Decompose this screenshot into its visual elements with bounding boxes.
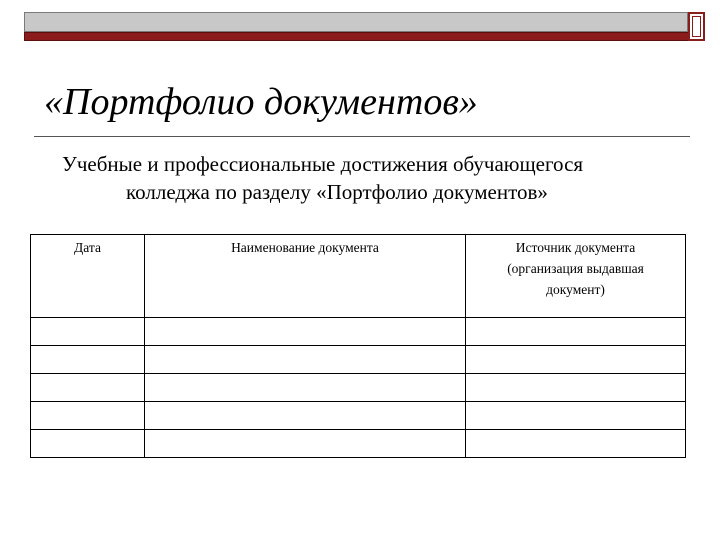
table-cell-date[interactable]	[31, 318, 145, 346]
table-cell-name[interactable]	[145, 402, 466, 430]
table-row	[31, 430, 686, 458]
table-cell-source[interactable]	[466, 430, 686, 458]
table-cell-source[interactable]	[466, 374, 686, 402]
header-corner-square-inner	[692, 16, 701, 37]
table-row	[31, 318, 686, 346]
slide-subtitle	[62, 150, 682, 206]
table-row	[31, 346, 686, 374]
header-source-line-2: (организация выдавшая	[507, 261, 644, 276]
table-cell-source[interactable]	[466, 318, 686, 346]
title-divider	[34, 136, 690, 137]
table-cell-source[interactable]	[466, 346, 686, 374]
table-cell-date[interactable]	[31, 430, 145, 458]
table-cell-name[interactable]	[145, 318, 466, 346]
table-cell-name[interactable]	[145, 374, 466, 402]
header-document-source	[466, 235, 686, 318]
table-cell-date[interactable]	[31, 346, 145, 374]
portfolio-table	[30, 234, 686, 458]
table-cell-name[interactable]	[145, 346, 466, 374]
header-document-name: Наименование документа	[145, 235, 466, 318]
table-cell-date[interactable]	[31, 402, 145, 430]
table-cell-name[interactable]	[145, 430, 466, 458]
subtitle-line-1: Учебные и профессиональные достижения обучающегося	[62, 152, 584, 176]
table-cell-date[interactable]	[31, 374, 145, 402]
slide-title: «Портфолио документов»	[44, 81, 478, 123]
header-accent-bar	[24, 32, 692, 41]
header-band	[24, 12, 688, 32]
table-row	[31, 402, 686, 430]
header-corner-square	[688, 12, 705, 41]
subtitle-line-2: колледжа по разделу «Портфолио документов»	[126, 180, 548, 204]
header-source-line-1: Источник документа	[515, 240, 636, 255]
table-row	[31, 374, 686, 402]
table-header-row	[31, 235, 686, 318]
table-cell-source[interactable]	[466, 402, 686, 430]
header-source-line-3: документ)	[546, 282, 605, 297]
header-date: Дата	[31, 235, 145, 318]
